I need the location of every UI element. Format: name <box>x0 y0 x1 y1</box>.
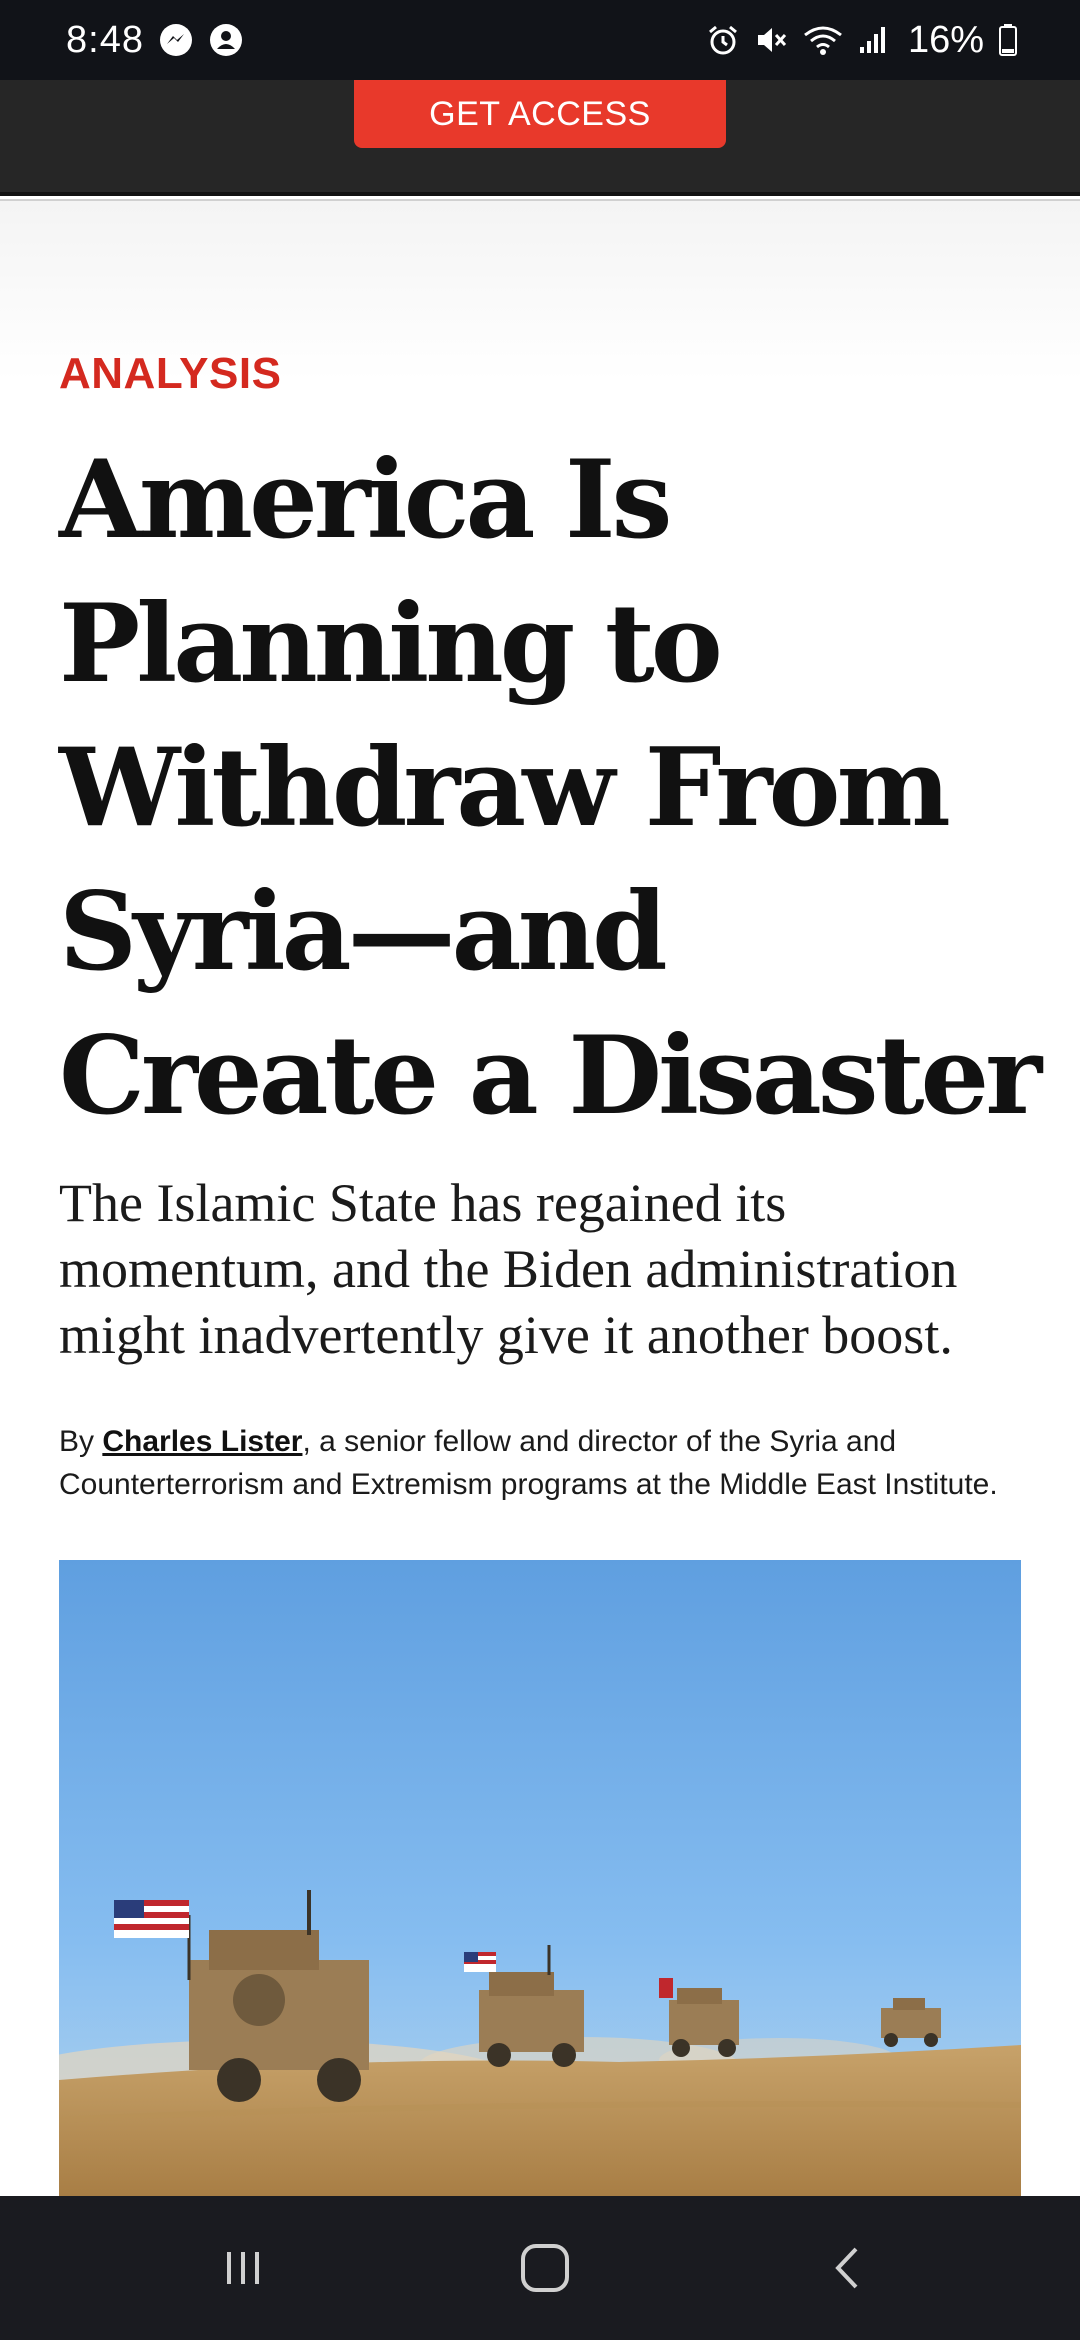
battery-percentage: 16% <box>907 18 984 61</box>
divider <box>0 192 1080 196</box>
clock: 8:48 <box>66 18 144 61</box>
signal-icon <box>858 25 888 55</box>
article-subheadline: The Islamic State has regained its momentum, and the Biden administration might inadvertently give it another boost. <box>59 1173 958 1365</box>
home-icon[interactable] <box>515 2238 575 2298</box>
section-kicker[interactable]: ANALYSIS <box>59 349 282 398</box>
byline-prefix: By <box>59 1425 103 1458</box>
get-access-button[interactable]: GET ACCESS <box>354 80 726 148</box>
alarm-icon <box>706 23 740 57</box>
article-headline: America Is Planning to Withdraw From Syria—and Create a Disaster <box>59 437 1039 1139</box>
status-bar <box>0 0 1080 80</box>
battery-icon <box>998 23 1018 57</box>
wifi-icon <box>802 23 844 57</box>
hero-image[interactable] <box>59 1560 1021 2196</box>
status-bar-left <box>66 19 244 62</box>
messenger-icon <box>158 22 194 58</box>
author-bio: , a senior fellow and director of the Syria and Counterterrorism and Extremism programs at the Middle East Institute. <box>59 1425 998 1501</box>
byline <box>59 1420 1021 1506</box>
mute-icon <box>754 23 788 57</box>
subscription-banner <box>0 80 1080 192</box>
recent-apps-icon[interactable] <box>213 2238 273 2298</box>
author-link[interactable]: Charles Lister <box>102 1425 303 1458</box>
account-icon <box>208 22 244 58</box>
back-icon[interactable] <box>818 2238 878 2298</box>
article-header <box>59 340 1039 1506</box>
system-nav-bar <box>0 2196 1080 2340</box>
status-bar-right <box>706 19 1018 62</box>
